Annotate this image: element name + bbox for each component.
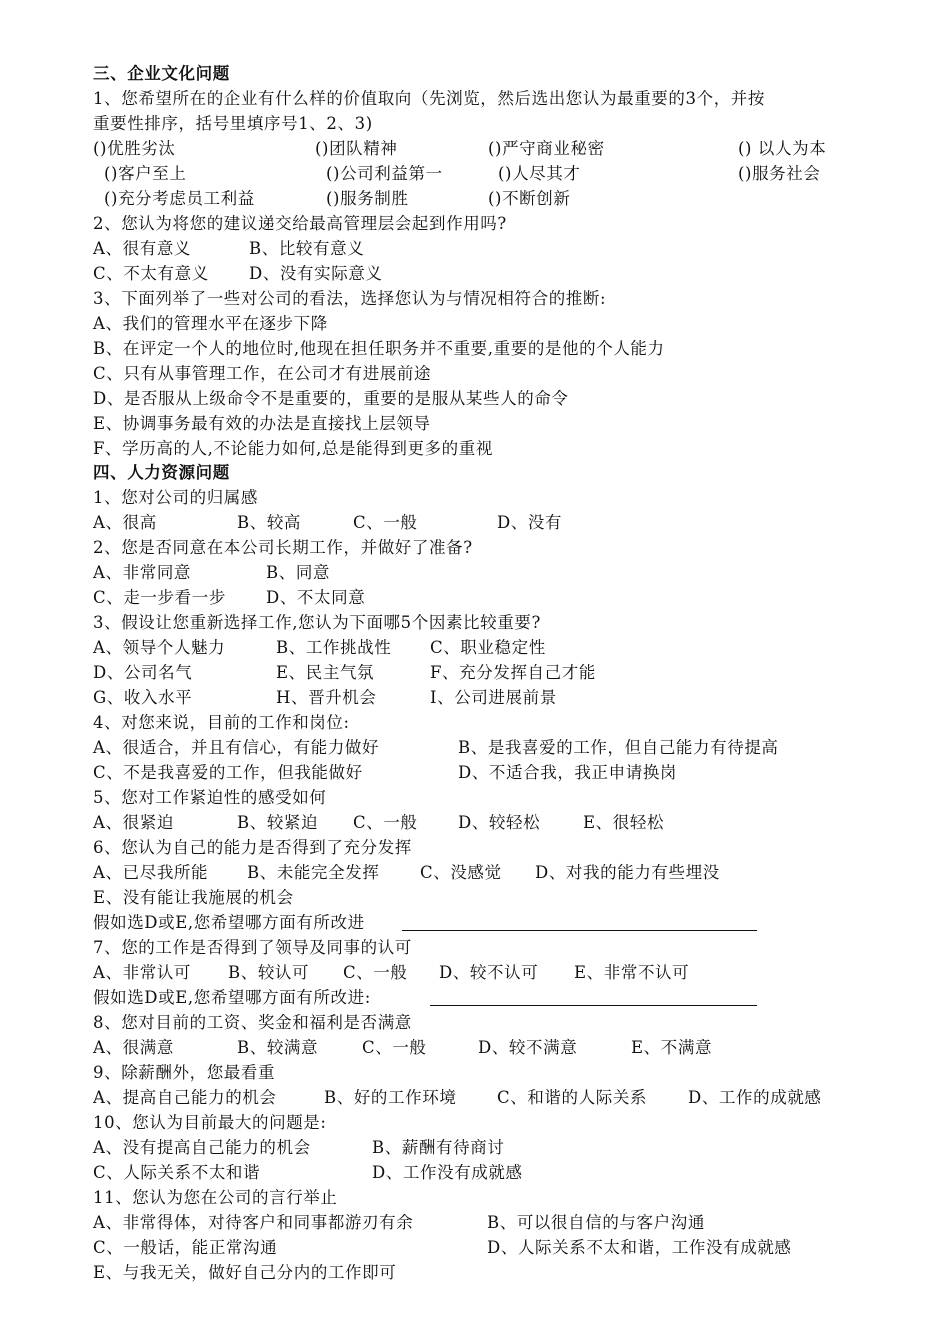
choice-option: A、非常同意 [93,563,192,582]
choice-option: D、没有实际意义 [249,264,383,283]
choice-option: C、一般话，能正常沟通 [93,1238,278,1257]
choice-option: B、未能完全发挥 [247,863,380,882]
choice-option: E、民主气氛 [276,663,375,682]
choice-option: E、没有能让我施展的机会 [93,888,294,907]
choice-option: A、很满意 [93,1038,174,1057]
question-text: 5、您对工作紧迫性的感受如何 [93,788,327,807]
choice-option: C、一般 [353,513,418,532]
choice-option: G、收入水平 [93,688,193,707]
question-text: 6、您认为自己的能力是否得到了充分发挥 [93,838,412,857]
choice-option: B、薪酬有待商讨 [372,1138,505,1157]
question-text: 1、您希望所在的企业有什么样的价值取向（先浏览，然后选出您认为最重要的3个，并按 [93,89,765,108]
choice-option: C、只有从事管理工作，在公司才有进展前途 [93,364,432,383]
answer-blank[interactable] [430,1005,757,1006]
choice-option: C、职业稳定性 [430,638,546,657]
choice-option: E、非常不认可 [574,963,690,982]
choice-option: A、非常认可 [93,963,192,982]
choice-option: C、一般 [362,1038,427,1057]
choice-option: A、很紧迫 [93,813,174,832]
choice-option: B、可以很自信的与客户沟通 [487,1213,705,1232]
choice-option: D、不太同意 [266,588,366,607]
choice-option: B、是我喜爱的工作，但自己能力有待提高 [458,738,779,757]
choice-option: B、在评定一个人的地位时,他现在担任职务并不重要,重要的是他的个人能力 [93,339,665,358]
choice-option: D、工作的成就感 [688,1088,822,1107]
question-text: 4、对您来说，目前的工作和岗位: [93,713,350,732]
choice-option: C、没感觉 [420,863,502,882]
choice-option: B、较高 [237,513,302,532]
question-text: 9、除薪酬外，您最看重 [93,1063,276,1082]
choice-option: ()严守商业秘密 [488,139,605,158]
question-text: 1、您对公司的归属感 [93,488,258,507]
choice-option: ()团队精神 [315,139,398,158]
choice-option: D、没有 [497,513,563,532]
choice-option: ()客户至上 [104,164,187,183]
choice-option: E、协调事务最有效的办法是直接找上层领导 [93,414,431,433]
choice-option: H、晋升机会 [276,688,377,707]
choice-option: B、工作挑战性 [276,638,392,657]
question-text: 2、您是否同意在本公司长期工作，并做好了准备? [93,538,473,557]
choice-option: C、一般 [343,963,408,982]
section-heading-culture: 三、企业文化问题 [93,64,230,83]
followup-prompt: 假如选D或E,您希望哪方面有所改进: [93,988,371,1007]
choice-option: E、不满意 [631,1038,713,1057]
choice-option: B、比较有意义 [249,239,365,258]
choice-option: A、没有提高自己能力的机会 [93,1138,311,1157]
choice-option: B、较紧迫 [237,813,319,832]
choice-option: ()人尽其才 [498,164,581,183]
choice-option: () 以人为本 [738,139,827,158]
choice-option: D、公司名气 [93,663,193,682]
choice-option: A、领导个人魅力 [93,638,226,657]
choice-option: D、较不认可 [439,963,539,982]
choice-option: B、同意 [266,563,331,582]
choice-option: ()公司利益第一 [326,164,443,183]
choice-option: B、好的工作环境 [324,1088,457,1107]
choice-option: ()服务制胜 [326,189,409,208]
choice-option: D、人际关系不太和谐，工作没有成就感 [487,1238,792,1257]
choice-option: A、很有意义 [93,239,192,258]
question-text: 3、下面列举了一些对公司的看法，选择您认为与情况相符合的推断: [93,289,607,308]
choice-option: I、公司进展前景 [430,688,557,707]
question-text: 重要性排序，括号里填序号1、2、3) [93,114,373,133]
choice-option: D、较不满意 [478,1038,578,1057]
choice-option: E、与我无关，做好自己分内的工作即可 [93,1263,397,1282]
choice-option: D、不适合我，我正申请换岗 [458,763,678,782]
choice-option: D、对我的能力有些埋没 [535,863,720,882]
section-heading-hr: 四、人力资源问题 [93,463,230,482]
question-text: 3、假设让您重新选择工作,您认为下面哪5个因素比较重要? [93,613,541,632]
question-text: 11、您认为您在公司的言行举止 [93,1188,338,1207]
choice-option: ()服务社会 [738,164,821,183]
choice-option: A、已尽我所能 [93,863,209,882]
choice-option: A、很适合，并且有信心，有能力做好 [93,738,380,757]
choice-option: A、非常得体，对待客户和同事都游刃有余 [93,1213,414,1232]
choice-option: C、和谐的人际关系 [497,1088,648,1107]
followup-prompt: 假如选D或E,您希望哪方面有所改进 [93,913,365,932]
choice-option: F、充分发挥自己才能 [430,663,596,682]
question-text: 8、您对目前的工资、奖金和福利是否满意 [93,1013,412,1032]
choice-option: A、很高 [93,513,157,532]
choice-option: E、很轻松 [583,813,665,832]
choice-option: C、不是我喜爱的工作，但我能做好 [93,763,363,782]
choice-option: C、人际关系不太和谐 [93,1163,261,1182]
choice-option: C、一般 [353,813,418,832]
choice-option: ()充分考虑员工利益 [104,189,255,208]
choice-option: B、较认可 [228,963,310,982]
choice-option: ()优胜劣汰 [93,139,176,158]
choice-option: D、较轻松 [458,813,541,832]
choice-option: A、提高自己能力的机会 [93,1088,277,1107]
question-text: 10、您认为目前最大的问题是: [93,1113,327,1132]
choice-option: B、较满意 [237,1038,319,1057]
choice-option: D、是否服从上级命令不是重要的，重要的是服从某些人的命令 [93,389,569,408]
question-text: 2、您认为将您的建议递交给最高管理层会起到作用吗? [93,214,507,233]
choice-option: C、不太有意义 [93,264,209,283]
choice-option: A、我们的管理水平在逐步下降 [93,314,328,333]
choice-option: D、工作没有成就感 [372,1163,523,1182]
choice-option: C、走一步看一步 [93,588,226,607]
answer-blank[interactable] [402,930,757,931]
choice-option: ()不断创新 [488,189,571,208]
choice-option: F、学历高的人,不论能力如何,总是能得到更多的重视 [93,439,493,458]
question-text: 7、您的工作是否得到了领导及同事的认可 [93,938,412,957]
